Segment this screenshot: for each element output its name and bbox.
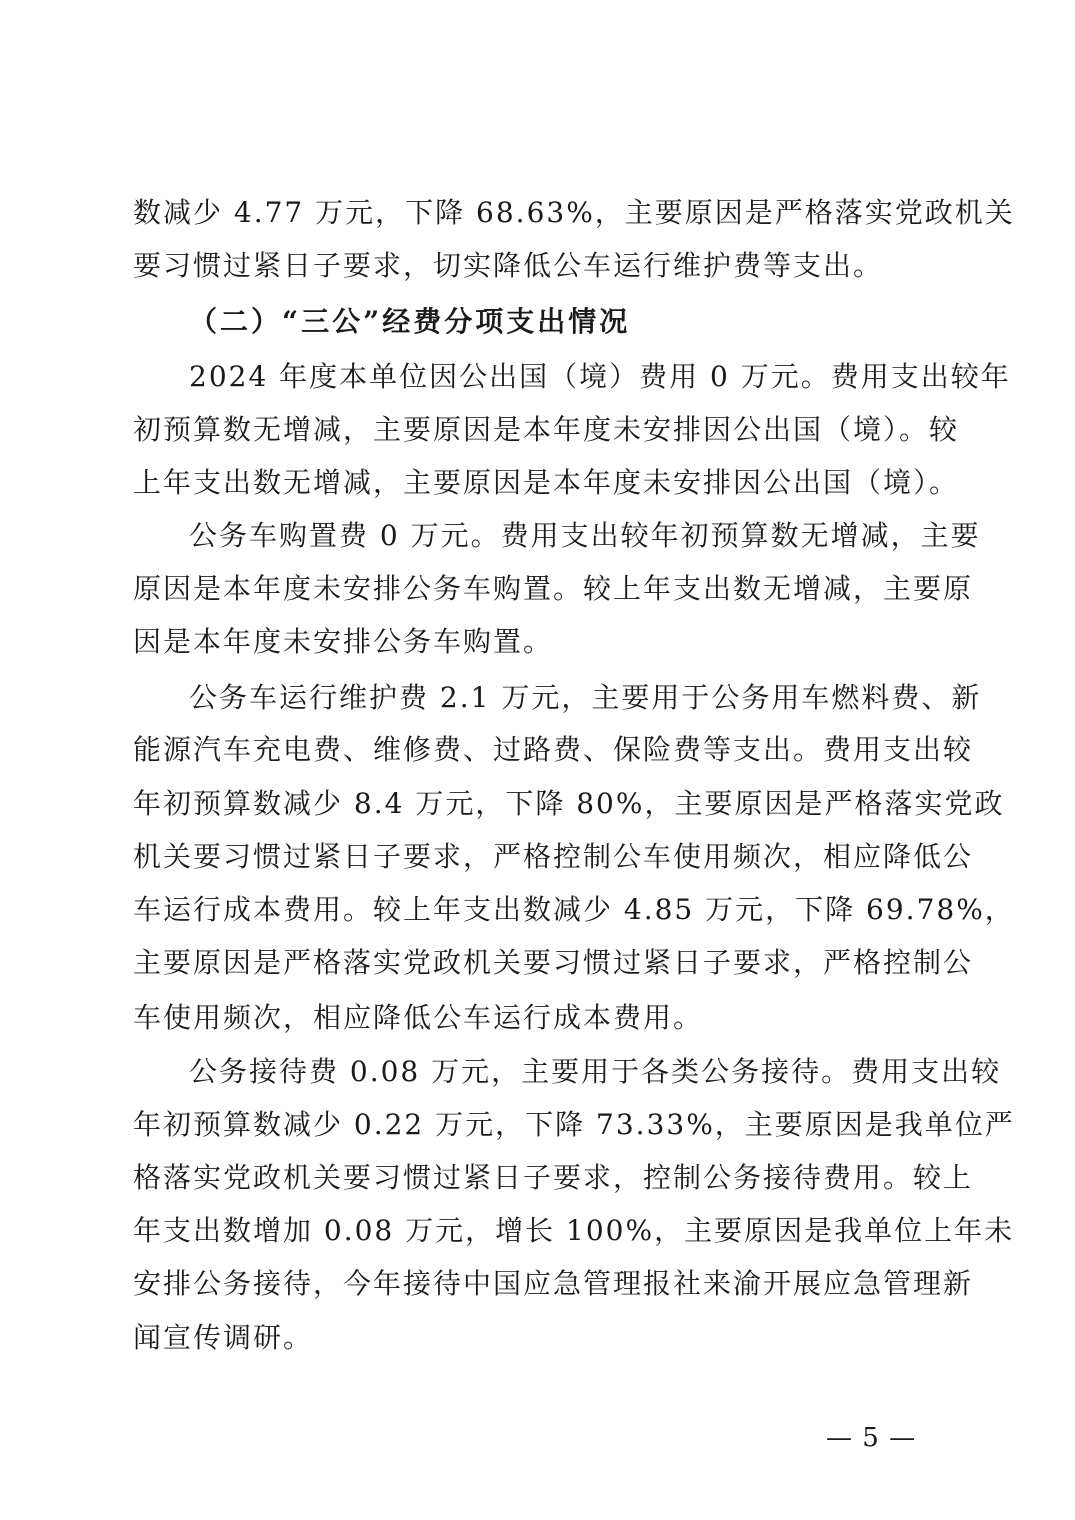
paragraph-line: 公务车运行维护费 2.1 万元，主要用于公务用车燃料费、新 xyxy=(189,681,982,714)
paragraph-line: 车运行成本费用。较上年支出数减少 4.85 万元，下降 69.78%， xyxy=(133,893,1015,926)
paragraph-line: 车使用频次，相应降低公车运行成本费用。 xyxy=(133,1001,704,1034)
paragraph-line: 2024 年度本单位因公出国（境）费用 0 万元。费用支出较年 xyxy=(189,360,1011,393)
paragraph-line: 年初预算数减少 0.22 万元，下降 73.33%，主要原因是我单位严 xyxy=(133,1108,1015,1141)
paragraph-line: 闻宣传调研。 xyxy=(133,1321,314,1354)
paragraph-line: 年支出数增加 0.08 万元，增长 100%，主要原因是我单位上年未 xyxy=(133,1214,1015,1247)
paragraph-line: 能源汽车充电费、维修费、过路费、保险费等支出。费用支出较 xyxy=(133,733,974,766)
paragraph-line: 数减少 4.77 万元，下降 68.63%，主要原因是严格落实党政机关 xyxy=(133,196,1015,229)
paragraph-line: 年初预算数减少 8.4 万元，下降 80%，主要原因是严格落实党政 xyxy=(133,787,1005,820)
paragraph-line: 原因是本年度未安排公务车购置。较上年支出数无增减，主要原 xyxy=(133,572,974,605)
paragraph-line: 上年支出数无增减，主要原因是本年度未安排因公出国（境）。 xyxy=(133,466,960,499)
section-heading: （二）“三公”经费分项支出情况 xyxy=(189,305,631,338)
paragraph-line: 公务车购置费 0 万元。费用支出较年初预算数无增减，主要 xyxy=(189,519,981,552)
paragraph-line: 安排公务接待，今年接待中国应急管理报社来渝开展应急管理新 xyxy=(133,1267,974,1300)
page-number: — 5 — xyxy=(826,1423,917,1453)
paragraph-line: 机关要习惯过紧日子要求，严格控制公车使用频次，相应降低公 xyxy=(133,840,974,873)
paragraph-line: 格落实党政机关要习惯过紧日子要求，控制公务接待费用。较上 xyxy=(133,1161,974,1194)
paragraph-line: 主要原因是严格落实党政机关要习惯过紧日子要求，严格控制公 xyxy=(133,946,974,979)
paragraph-line: 因是本年度未安排公务车购置。 xyxy=(133,625,554,658)
paragraph-line: 要习惯过紧日子要求，切实降低公车运行维护费等支出。 xyxy=(133,249,884,282)
paragraph-line: 公务接待费 0.08 万元，主要用于各类公务接待。费用支出较 xyxy=(189,1055,1002,1088)
paragraph-line: 初预算数无增减，主要原因是本年度未安排因公出国（境）。较 xyxy=(133,413,960,446)
